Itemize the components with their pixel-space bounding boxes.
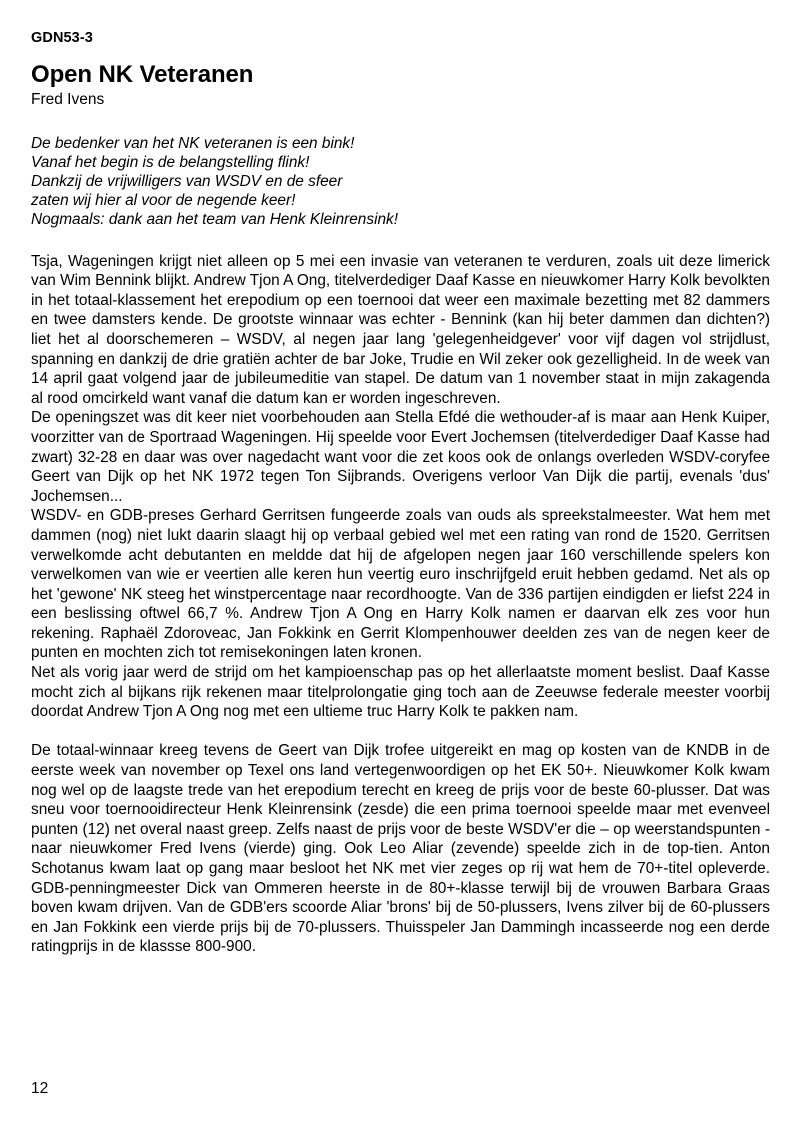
poem-line-1: De bedenker van het NK veteranen is een bink! (31, 134, 355, 152)
limerick-poem (31, 134, 770, 230)
body-paragraph-2: De openingszet was dit keer niet voorbehouden aan Stella Efdé die wethouder-af is maar aan Henk Kuiper, voorzitter van de Sportraad Wageningen. Hij speelde voor Evert Jochemsen (titelverdediger Daaf Kasse had zwart) 32-28 en daar was over nagedacht want voor die zet koos ook de onlangs overleden WSDV-coryfee Geert van Dijk op het NK 1972 tegen Ton Sijbrands. Overigens verloor Van Dijk die partij, evenals 'dus' Jochemsen... (31, 409, 770, 505)
author-byline: Fred Ivens (31, 90, 105, 108)
poem-line-5: Nogmaals: dank aan het team van Henk Kleinrensink! (31, 211, 399, 229)
paragraph-spacer (31, 722, 770, 742)
body-paragraph-5: De totaal-winnaar kreeg tevens de Geert van Dijk trofee uitgereikt en mag op kosten van de KNDB in de eerste week van november op Texel ons land vertegenwoordigen op het EK 50+. Nieuwkomer Kolk kwam nog wel op de laagste trede van het erepodium terecht en kreeg de prijs voor de beste 60-plusser. Dat was sneu voor toernooidirecteur Henk Kleinrensink (zesde) die een prima toernooi speelde maar met evenveel punten (12) net overal naast greep. Zelfs naast de prijs voor de beste WSDV'er die – op weerstandspunten - naar nieuwkomer Fred Ivens (vierde) ging. Ook Leo Aliar (zevende) speelde zich in de top-tien. Anton Schotanus kwam laat op gang maar besloot het NK met vier zeges op rij wat hem de 70+-titel opleverde. GDB-penningmeester Dick van Ommeren heerste in de 80+-klasse terwijl bij de vrouwen Barbara Graas boven kwam drijven. Van de GDB'ers scoorde Aliar 'brons' bij de 50-plussers, Ivens zilver bij de 60-plussers en Jan Fokkink een vierde prijs bij de 70-plussers. Thuisspeler Jan Dammingh incasseerde nog een derde ratingprijs in de klassse 800-900. (31, 742, 770, 956)
document-code: GDN53-3 (31, 30, 93, 46)
body-paragraph-1: Tsja, Wageningen krijgt niet alleen op 5 mei een invasie van veteranen te verduren, zoals uit deze limerick van Wim Bennink blijkt. Andrew Tjon A Ong, titelverdediger Daaf Kasse en nieuwkomer Harry Kolk bevolkten in het totaal-klassement het erepodium op een toernooi dat weer een maximale bezetting met 82 dammers en twee damsters kende. De grootste winnaar was echter - Bennink (kan hij beter dammen dan dichten?) liet het al doorschemeren – WSDV, al negen jaar lang 'gelegenheidgever' voor vijf dagen vol strijdlust, spanning en dankzij de drie gratiën achter de bar Joke, Trudie en Wil zeker ook gezelligheid. In de week van 14 april gaat volgend jaar de jubileumeditie van stapel. De datum van 1 november staat in mijn zakagenda al rood omcirkeld want vanaf die datum kan er worden ingeschreven. (31, 252, 770, 407)
poem-line-3: Dankzij de vrijwilligers van WSDV en de sfeer (31, 172, 343, 190)
article-body (31, 252, 770, 957)
page-title: Open NK Veteranen (31, 61, 254, 89)
page-content (31, 30, 770, 957)
page-number: 12 (31, 1080, 49, 1097)
poem-line-2: Vanaf het begin is de belangstelling flink! (31, 153, 310, 171)
body-paragraph-4: Net als vorig jaar werd de strijd om het kampioenschap pas op het allerlaatste moment beslist. Daaf Kasse mocht zich al bijkans rijk rekenen maar titelprolongatie ging toch aan de Zeeuwse federale meester voorbij doordat Andrew Tjon A Ong nog met een ultieme truc Harry Kolk te pakken nam. (31, 664, 770, 721)
body-paragraph-3: WSDV- en GDB-preses Gerhard Gerritsen fungeerde zoals van ouds als spreekstalmeester. Wat hem met dammen (nog) niet lukt daarin slaagt hij op verbaal gebied wel met een rating van rond de 1520. Gerritsen verwelkomde acht debutanten en meldde dat hij de afgelopen negen jaar 160 verschillende spelers kon verwelkomen van wie er veertien alle keren hun veertig euro inschrijfgeld eruit hebben gedamd. Net als op het 'gewone' NK steeg het winstpercentage naar recordhoogte. Van de 336 partijen eindigden er liefst 224 in een beslissing oftwel 66,7 %. Andrew Tjon A Ong en Harry Kolk namen er daarvan elk zes voor hun rekening. Raphaël Zdoroveac, Jan Fokkink en Gerrit Klompenhouwer deelden zes van de negen keer de punten en mochten zich tot remisekoningen laten kronen. (31, 507, 770, 662)
poem-line-4: zaten wij hier al voor de negende keer! (31, 192, 296, 210)
